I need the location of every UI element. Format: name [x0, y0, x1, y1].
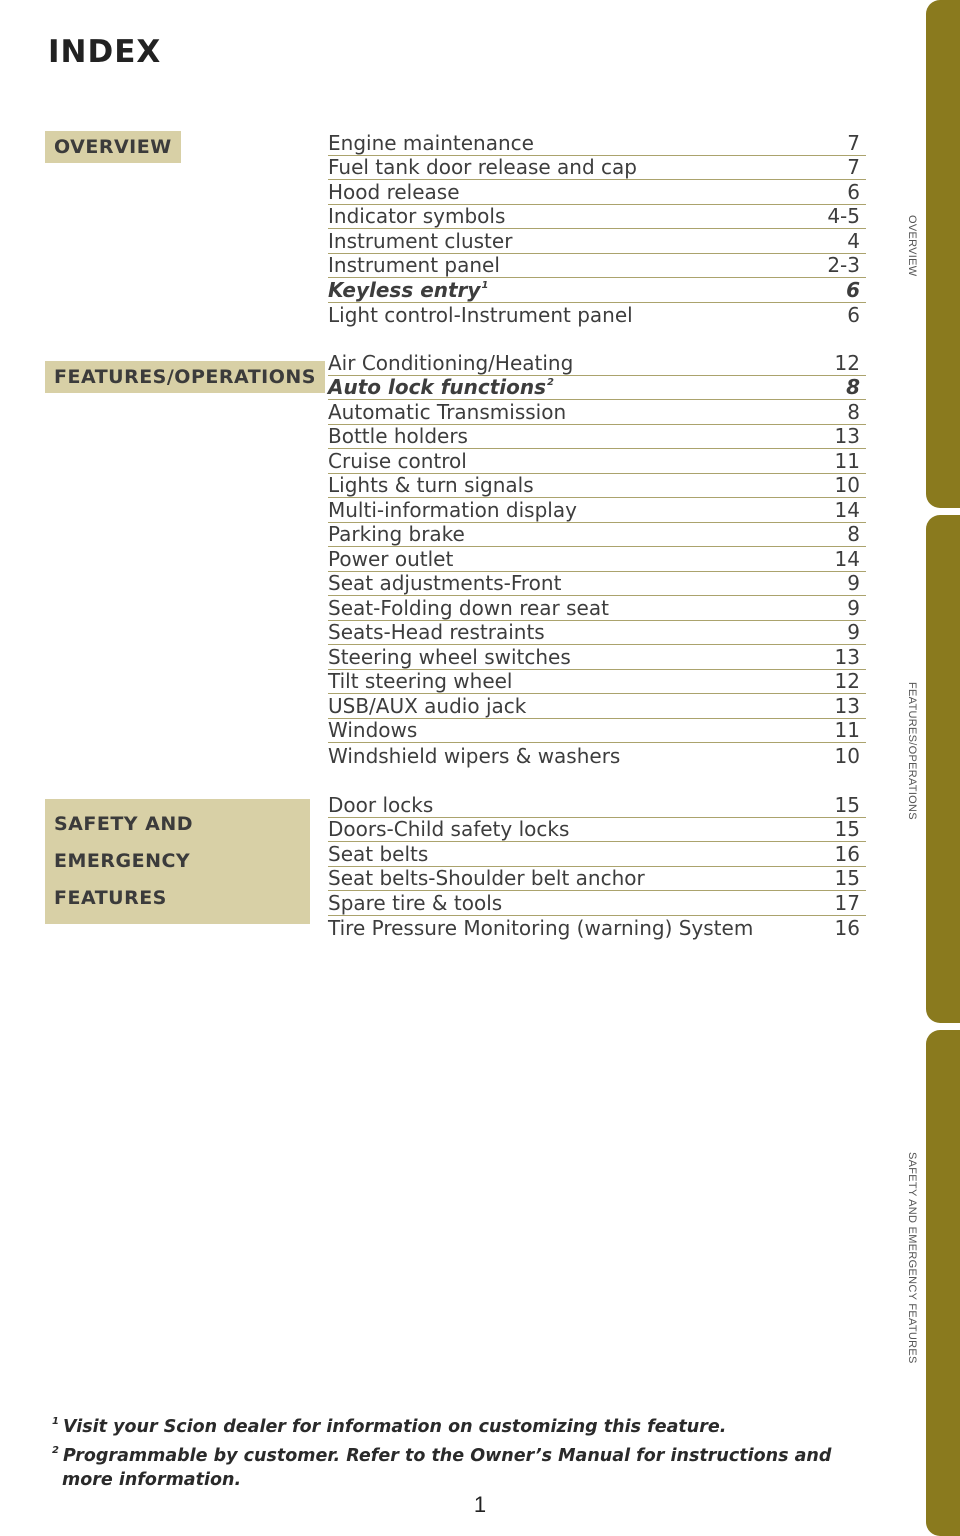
entry-page-number: 13 [834, 424, 860, 448]
entry-text: Bottle holders [328, 424, 468, 448]
entry-label [328, 547, 453, 571]
entry-text: Seat belts-Shoulder belt anchor [328, 866, 645, 890]
section-label-overview [45, 131, 181, 163]
entry-label [328, 274, 488, 302]
entry-text: Windshield wipers & washers [328, 743, 621, 768]
index-entry [328, 645, 866, 670]
index-entry [328, 278, 866, 303]
side-label-safety-emergency: SAFETY AND EMERGENCY FEATURES [906, 1152, 918, 1364]
section-label-line: SAFETY AND [54, 813, 194, 835]
entry-page-number: 14 [834, 497, 860, 522]
entry-page-number: 10 [834, 473, 860, 497]
entry-text: Light control-Instrument panel [328, 303, 633, 327]
index-entry [328, 916, 866, 941]
entry-text: Seat belts [328, 841, 429, 866]
side-label-overview: OVERVIEW [906, 215, 918, 277]
entry-label [328, 744, 620, 768]
footnotes [52, 1410, 872, 1492]
entry-page-number: 17 [834, 890, 860, 915]
entry-page-number: 14 [834, 546, 860, 571]
entry-label [328, 620, 545, 644]
index-entry [328, 621, 866, 646]
section-label-text: FEATURES/OPERATIONS [54, 366, 316, 388]
entry-text: Indicator symbols [328, 204, 506, 228]
entry-text: Windows [328, 718, 418, 742]
footnote-mark: 1 [52, 1416, 59, 1427]
entry-label [328, 204, 505, 228]
index-entry [328, 818, 866, 843]
entry-text: Seats-Head restraints [328, 620, 545, 644]
entry-page-number: 13 [834, 693, 860, 718]
entry-text: Parking brake [328, 522, 465, 546]
entry-text: Instrument cluster [328, 228, 513, 253]
entry-text: Air Conditioning/Heating [328, 350, 574, 375]
entry-page-number: 4 [847, 228, 860, 253]
entry-label [328, 371, 554, 399]
page-title: INDEX [48, 34, 162, 70]
entry-page-number: 16 [834, 916, 860, 940]
entry-page-number: 9 [847, 571, 860, 595]
entry-list-safety-emergency [328, 793, 866, 940]
index-entry [328, 131, 866, 156]
index-entry [328, 400, 866, 425]
entry-page-number: 15 [834, 817, 860, 841]
entry-page-number: 6 [846, 277, 860, 302]
entry-page-number: 15 [834, 866, 860, 890]
entry-label [328, 842, 428, 866]
entry-text: Steering wheel switches [328, 644, 571, 669]
entry-label [328, 694, 526, 718]
index-entry [328, 670, 866, 695]
entry-list-features-operations [328, 351, 866, 768]
entry-label [328, 498, 577, 522]
entry-page-number: 7 [847, 130, 860, 155]
index-entry [328, 694, 866, 719]
entry-text: Fuel tank door release and cap [328, 155, 637, 179]
index-entry [328, 572, 866, 597]
entry-label [328, 449, 467, 473]
footnote-2-continued: more information. [62, 1470, 242, 1490]
entry-text: Doors-Child safety locks [328, 817, 570, 841]
index-entry [328, 596, 866, 621]
index-entry [328, 842, 866, 867]
entry-text: Tilt steering wheel [328, 669, 513, 693]
entry-page-number: 9 [847, 620, 860, 644]
footnote-1 [52, 1410, 872, 1439]
entry-label [328, 424, 468, 448]
entry-page-number: 8 [847, 522, 860, 546]
entry-page-number: 11 [834, 448, 860, 473]
entry-text: Keyless entry [328, 277, 481, 302]
index-entry [328, 523, 866, 548]
entry-label [328, 891, 502, 915]
entry-text: Automatic Transmission [328, 399, 567, 424]
index-entry [328, 719, 866, 744]
entry-label [328, 303, 633, 327]
entry-text: Tire Pressure Monitoring (warning) System [328, 916, 754, 940]
entry-label [328, 793, 433, 817]
entry-text: Hood release [328, 179, 460, 204]
entry-label [328, 155, 637, 179]
index-entry [328, 425, 866, 450]
entry-label [328, 645, 571, 669]
entry-text: Door locks [328, 792, 434, 817]
index-entry [328, 793, 866, 818]
entry-page-number: 2-3 [827, 253, 860, 277]
entry-text: Spare tire & tools [328, 890, 503, 915]
entry-text: USB/AUX audio jack [328, 693, 527, 718]
index-entry [328, 867, 866, 892]
footnote-ref: 2 [547, 377, 554, 388]
section-label-safety-emergency [45, 799, 310, 924]
entry-label [328, 817, 569, 841]
section-label-features-operations [45, 361, 325, 393]
entry-page-number: 4-5 [827, 204, 860, 228]
entry-page-number: 9 [847, 595, 860, 620]
section-label-line: EMERGENCY FEATURES [54, 850, 191, 909]
footnote-ref: 1 [481, 279, 489, 291]
entry-list-overview [328, 131, 866, 327]
entry-page-number: 16 [834, 841, 860, 866]
page-number: 1 [473, 1492, 487, 1517]
entry-page-number: 12 [834, 669, 860, 693]
entry-text: Multi-information display [328, 497, 577, 522]
entry-label [328, 400, 566, 424]
entry-text: Instrument panel [328, 253, 500, 277]
index-entry [328, 547, 866, 572]
entry-label [328, 718, 417, 742]
entry-page-number: 8 [847, 399, 860, 424]
index-entry [328, 376, 866, 401]
index-entry [328, 303, 866, 328]
footnote-2 [52, 1439, 872, 1468]
entry-label [328, 229, 512, 253]
entry-label [328, 571, 561, 595]
index-entry [328, 891, 866, 916]
index-entry [328, 180, 866, 205]
entry-page-number: 12 [834, 350, 860, 375]
entry-page-number: 13 [834, 644, 860, 669]
entry-label [328, 669, 513, 693]
entry-label [328, 866, 645, 890]
entry-label [328, 473, 534, 497]
entry-text: Seat adjustments-Front [328, 571, 562, 595]
index-entry [328, 229, 866, 254]
entry-page-number: 15 [834, 792, 860, 817]
entry-text: Power outlet [328, 546, 454, 571]
index-entry [328, 498, 866, 523]
entry-text: Engine maintenance [328, 130, 534, 155]
section-label-text: OVERVIEW [54, 136, 172, 158]
entry-page-number: 6 [847, 303, 860, 327]
entry-text: Auto lock functions [328, 375, 547, 399]
entry-label [328, 131, 534, 155]
entry-page-number: 7 [847, 155, 860, 179]
entry-page-number: 11 [834, 718, 860, 742]
entry-text: Cruise control [328, 448, 467, 473]
entry-page-number: 6 [847, 179, 860, 204]
entry-label [328, 916, 753, 940]
index-entry [328, 743, 866, 768]
index-entry [328, 156, 866, 181]
index-entry [328, 474, 866, 499]
entry-label [328, 596, 609, 620]
entry-text: Seat-Folding down rear seat [328, 595, 609, 620]
side-label-features-operations: FEATURES/OPERATIONS [906, 682, 918, 820]
entry-text: Lights & turn signals [328, 473, 534, 497]
entry-page-number: 8 [846, 375, 860, 399]
entry-label [328, 180, 460, 204]
footnote-text: Programmable by customer. Refer to the Owner’s Manual for instructions and [62, 1446, 832, 1466]
footnote-text: Visit your Scion dealer for information on customizing this feature. [62, 1417, 727, 1437]
entry-label [328, 522, 465, 546]
entry-page-number: 10 [834, 743, 860, 768]
index-entry [328, 205, 866, 230]
footnote-mark: 2 [52, 1445, 59, 1456]
index-entry [328, 449, 866, 474]
